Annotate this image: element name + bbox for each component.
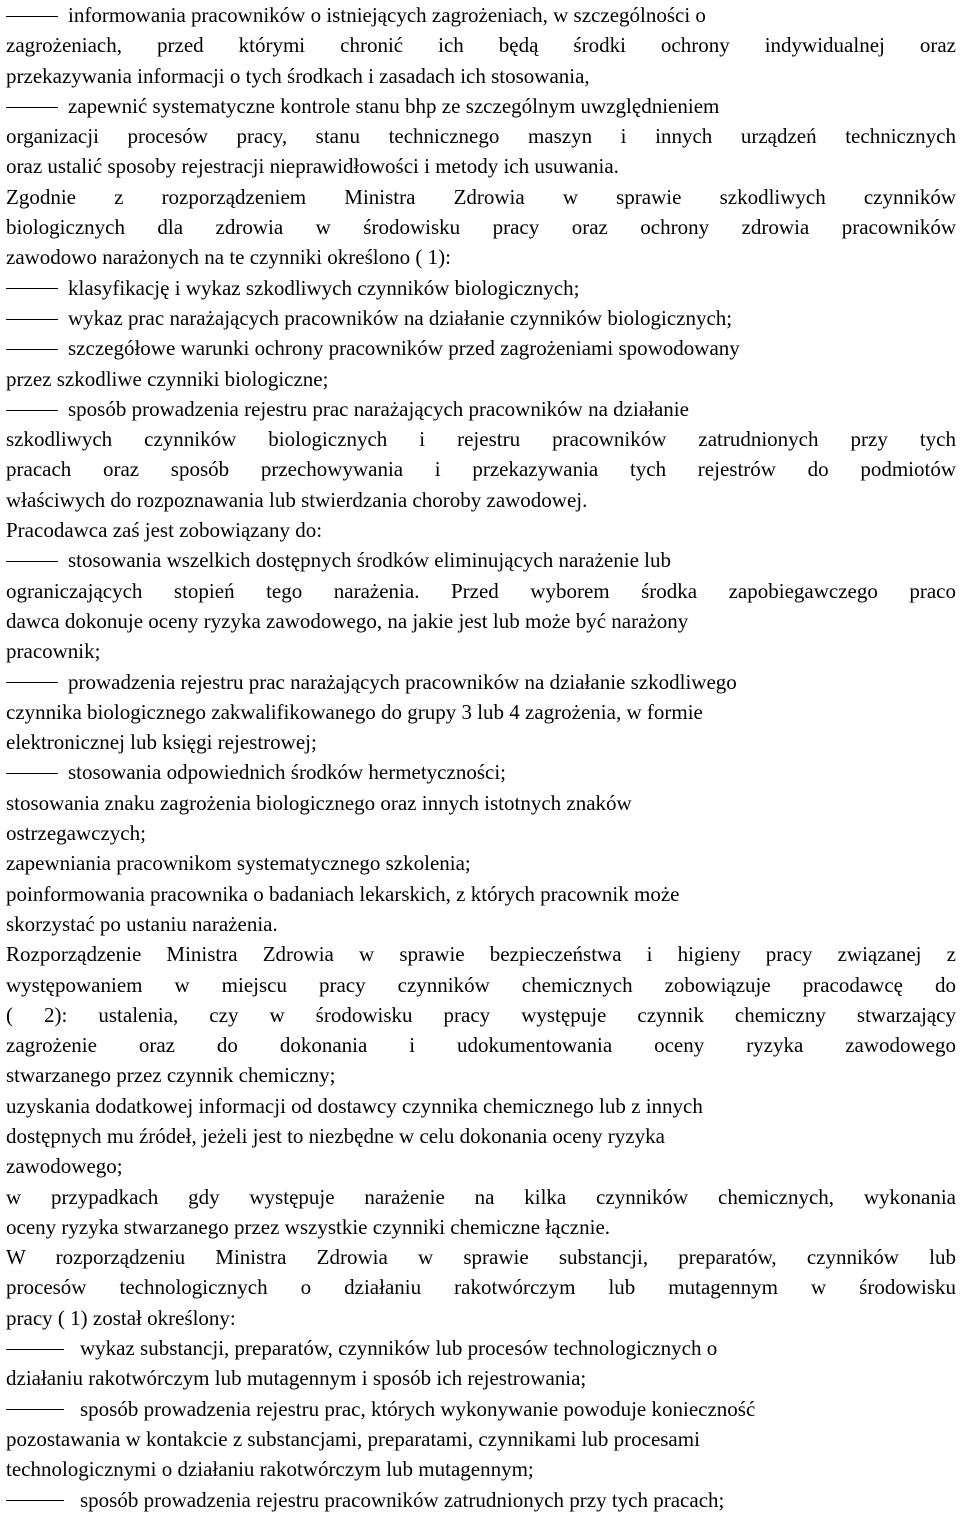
text-line: ostrzegawczych; <box>6 821 146 846</box>
text-line: stosowania odpowiednich środków hermetyczności; <box>68 760 506 785</box>
text-line: dawca dokonuje oceny ryzyka zawodowego, na jakie jest lub może być narażony <box>6 608 689 633</box>
list-item <box>6 333 956 363</box>
dash-bullet <box>6 16 58 17</box>
text-line: pozostawania w kontakcie z substancjami, preparatami, czynnikami lub procesami <box>6 1426 700 1451</box>
dash-bullet <box>6 773 58 774</box>
text-line: przekazywania informacji o tych środkach i zasadach ich stosowania, <box>6 63 590 88</box>
list-item <box>6 757 956 787</box>
text-line: przez szkodliwe czynniki biologiczne; <box>6 366 329 391</box>
dash-bullet <box>6 107 58 108</box>
dash-bullet <box>6 682 58 683</box>
text-line: ograniczających stopień tego narażenia. Przed wyborem środka zapobiegawczego praco <box>6 578 956 603</box>
text-line: stosowania wszelkich dostępnych środków eliminujących narażenie lub <box>68 548 671 573</box>
dash-bullet <box>6 349 58 350</box>
text-line: elektronicznej lub księgi rejestrowej; <box>6 730 317 755</box>
paragraph-line: procesów technologicznych o działaniu rakotwórczym lub mutagennym w środowisku <box>6 1275 956 1300</box>
text-line: czynnika biologicznego zakwalifikowanego do grupy 3 lub 4 zagrożenia, w formie <box>6 699 703 724</box>
list-item <box>6 303 956 333</box>
list-item <box>6 0 956 30</box>
list-item <box>6 1485 956 1515</box>
dash-bullet <box>6 561 58 562</box>
text-line: skorzystać po ustaniu narażenia. <box>6 911 278 936</box>
text-line: działaniu rakotwórczym lub mutagennym i sposób ich rejestrowania; <box>6 1366 587 1391</box>
text-line: prowadzenia rejestru prac narażających pracowników na działanie szkodliwego <box>68 669 737 694</box>
dash-bullet <box>6 1409 64 1410</box>
dash-bullet <box>6 319 58 320</box>
list-item <box>6 394 956 424</box>
text-line: właściwych do rozpoznawania lub stwierdzania choroby zawodowej. <box>6 487 588 512</box>
text-line: w przypadkach gdy występuje narażenie na kilka czynników chemicznych, wykonania <box>6 1184 956 1209</box>
text-line: oceny ryzyka stwarzanego przez wszystkie czynniki chemiczne łącznie. <box>6 1214 611 1239</box>
dash-bullet <box>6 1349 64 1350</box>
paragraph-line: Rozporządzenie Ministra Zdrowia w sprawie bezpieczeństwa i higieny pracy związanej z <box>6 942 956 967</box>
list-item <box>6 545 956 575</box>
text-line: uzyskania dodatkowej informacji od dostawcy czynnika chemicznego lub z innych <box>6 1093 703 1118</box>
text-line: technologicznymi o działaniu rakotwórczym lub mutagennym; <box>6 1457 534 1482</box>
list-item <box>6 1333 956 1363</box>
text-line: zawodowego; <box>6 1154 123 1179</box>
paragraph-line: W rozporządzeniu Ministra Zdrowia w sprawie substancji, preparatów, czynników lub <box>6 1245 956 1270</box>
list-item <box>6 91 956 121</box>
text-line: sposób prowadzenia rejestru prac, których wykonywanie powoduje konieczność <box>80 1396 756 1421</box>
paragraph-line: Zgodnie z rozporządzeniem Ministra Zdrowia w sprawie szkodliwych czynników <box>6 184 956 209</box>
text-line: szczegółowe warunki ochrony pracowników przed zagrożeniami spowodowany <box>68 336 740 361</box>
list-item <box>6 1394 956 1424</box>
text-line: zapewnić systematyczne kontrole stanu bhp ze szczególnym uwzględnieniem <box>68 93 720 118</box>
text-line: sposób prowadzenia rejestru prac narażających pracowników na działanie <box>68 396 689 421</box>
paragraph-line: występowaniem w miejscu pracy czynników chemicznych zobowiązuje pracodawcę do <box>6 972 956 997</box>
text-line: poinformowania pracownika o badaniach lekarskich, z których pracownik może <box>6 881 680 906</box>
text-line: wykaz prac narażających pracowników na działanie czynników biologicznych; <box>68 305 733 330</box>
text-line: wykaz substancji, preparatów, czynników lub procesów technologicznych o <box>80 1336 718 1361</box>
list-item <box>6 667 956 697</box>
text-line: informowania pracowników o istniejących zagrożeniach, w szczególności o <box>68 3 706 27</box>
text-line: szkodliwych czynników biologicznych i rejestru pracowników zatrudnionych przy tych <box>6 427 956 452</box>
dash-bullet <box>6 1500 64 1501</box>
paragraph-line: Pracodawca zaś jest zobowiązany do: <box>6 518 323 543</box>
paragraph-line: pracy ( 1) został określony: <box>6 1305 236 1330</box>
text-line: dostępnych mu źródeł, jeżeli jest to niezbędne w celu dokonania oceny ryzyka <box>6 1123 665 1148</box>
text-line: pracownik; <box>6 639 101 664</box>
list-item <box>6 273 956 303</box>
text-line: klasyfikację i wykaz szkodliwych czynników biologicznych; <box>68 275 580 300</box>
dash-bullet <box>6 410 58 411</box>
text-line: zagrożeniach, przed którymi chronić ich będą środki ochrony indywidualnej oraz <box>6 33 956 58</box>
paragraph-line: stwarzanego przez czynnik chemiczny; <box>6 1063 336 1088</box>
text-line: sposób prowadzenia rejestru pracowników zatrudnionych przy tych pracach; <box>80 1487 725 1512</box>
text-line: oraz ustalić sposoby rejestracji nieprawidłowości i metody ich usuwania. <box>6 154 619 179</box>
paragraph-line: zagrożenie oraz do dokonania i udokumentowania oceny ryzyka zawodowego <box>6 1033 956 1058</box>
paragraph-line: biologicznych dla zdrowia w środowisku pracy oraz ochrony zdrowia pracowników <box>6 215 956 240</box>
text-line: zapewniania pracownikom systematycznego szkolenia; <box>6 851 471 876</box>
paragraph-line: zawodowo narażonych na te czynniki określono ( 1): <box>6 245 451 270</box>
text-line: pracach oraz sposób przechowywania i przekazywania tych rejestrów do podmiotów <box>6 457 956 482</box>
dash-bullet <box>6 288 58 289</box>
text-line: stosowania znaku zagrożenia biologicznego oraz innych istotnych znaków <box>6 790 632 815</box>
text-line: organizacji procesów pracy, stanu technicznego maszyn i innych urządzeń technicznych <box>6 124 956 149</box>
paragraph-line: ( 2): ustalenia, czy w środowisku pracy występuje czynnik chemiczny stwarzający <box>6 1002 956 1027</box>
